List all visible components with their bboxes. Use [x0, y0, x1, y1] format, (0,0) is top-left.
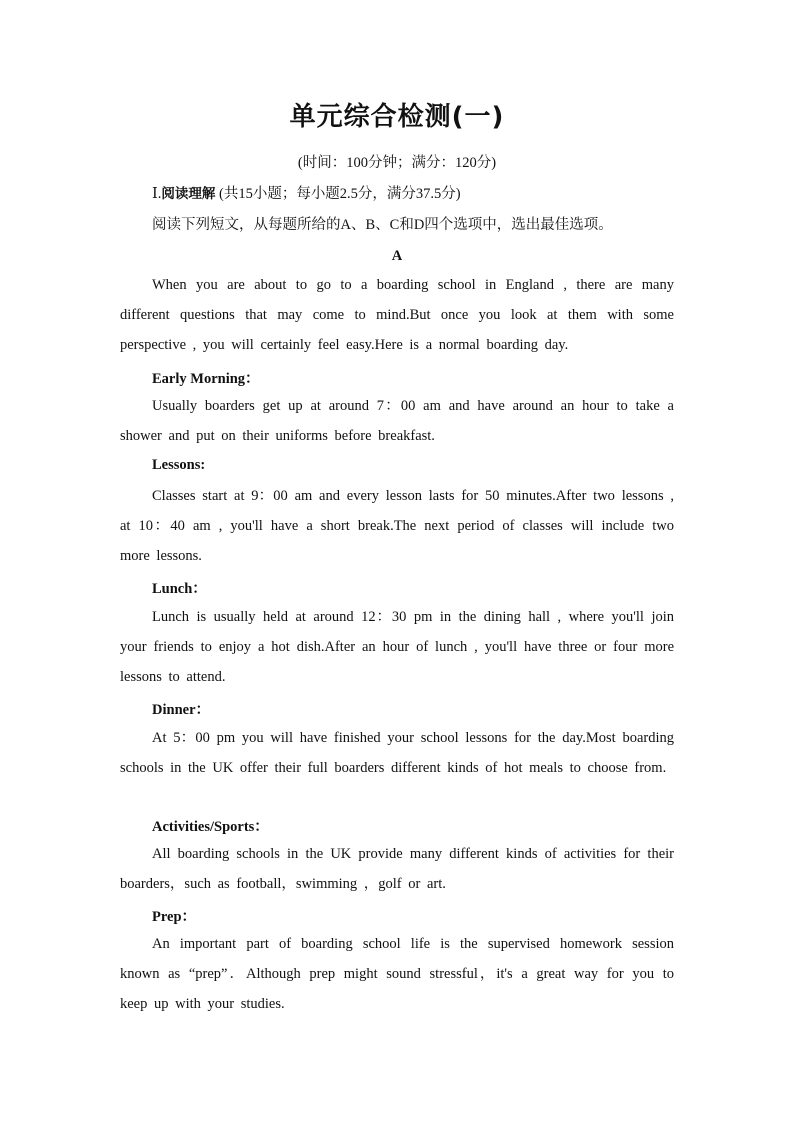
section-heading-lessons: Lessons:	[152, 457, 206, 473]
instruction-text: 阅读下列短文，从每题所给的A、B、C和D四个选项中，选出最佳选项。	[152, 217, 613, 233]
paragraph-lessons: Classes start at 9：00 am and every lesson lasts for 50 minutes.After two lessons , at 10：40 am , you'll have a short break.The next period of classes will include two more lessons.	[120, 488, 674, 565]
intro-paragraph: When you are about to go to a boarding school in England , there are many different questions that may come to mind.But once you look at them with some perspective , you will certainly feel easy.Here is a normal boarding day.	[120, 277, 674, 354]
paragraph-lunch: Lunch is usually held at around 12：30 pm in the dining hall , where you'll join your friends to enjoy a hot dish.After an hour of lunch , you'll have three or four more lessons to attend.	[120, 609, 674, 686]
section-heading-lunch: Lunch：	[152, 581, 207, 597]
section-detail: (共15小题；每小题2.5分，满分37.5分)	[218, 186, 461, 202]
section-heading-activities: Activities/Sports：	[152, 819, 269, 835]
page-title: 单元综合检测(一)	[289, 102, 505, 132]
paragraph-dinner: At 5：00 pm you will have finished your school lessons for the day.Most boarding schools in the UK offer their full boarders different kinds of hot meals to choose from.	[120, 730, 674, 777]
section-number: Ⅰ.	[152, 186, 162, 202]
section-heading-prep: Prep：	[152, 909, 197, 925]
paragraph-early-morning: Usually boarders get up at around 7：00 am and have around an hour to take a shower and put on their uniforms before breakfast.	[120, 398, 674, 445]
paragraph-prep: An important part of boarding school life is the supervised homework session known as “prep”．Although prep might sound stressful，it's a great way for you to keep up with your studies.	[120, 936, 674, 1013]
section-heading-dinner: Dinner：	[152, 702, 210, 718]
paragraph-activities: All boarding schools in the UK provide many different kinds of activities for their boarders，such as football，swimming ，golf or art.	[120, 846, 674, 893]
section-heading-early-morning: Early Morning：	[152, 371, 260, 387]
section-name: 阅读理解	[161, 186, 216, 202]
section-header	[152, 186, 461, 203]
exam-info: (时间：100分钟；满分：120分)	[297, 155, 497, 171]
passage-label: A	[391, 248, 403, 264]
